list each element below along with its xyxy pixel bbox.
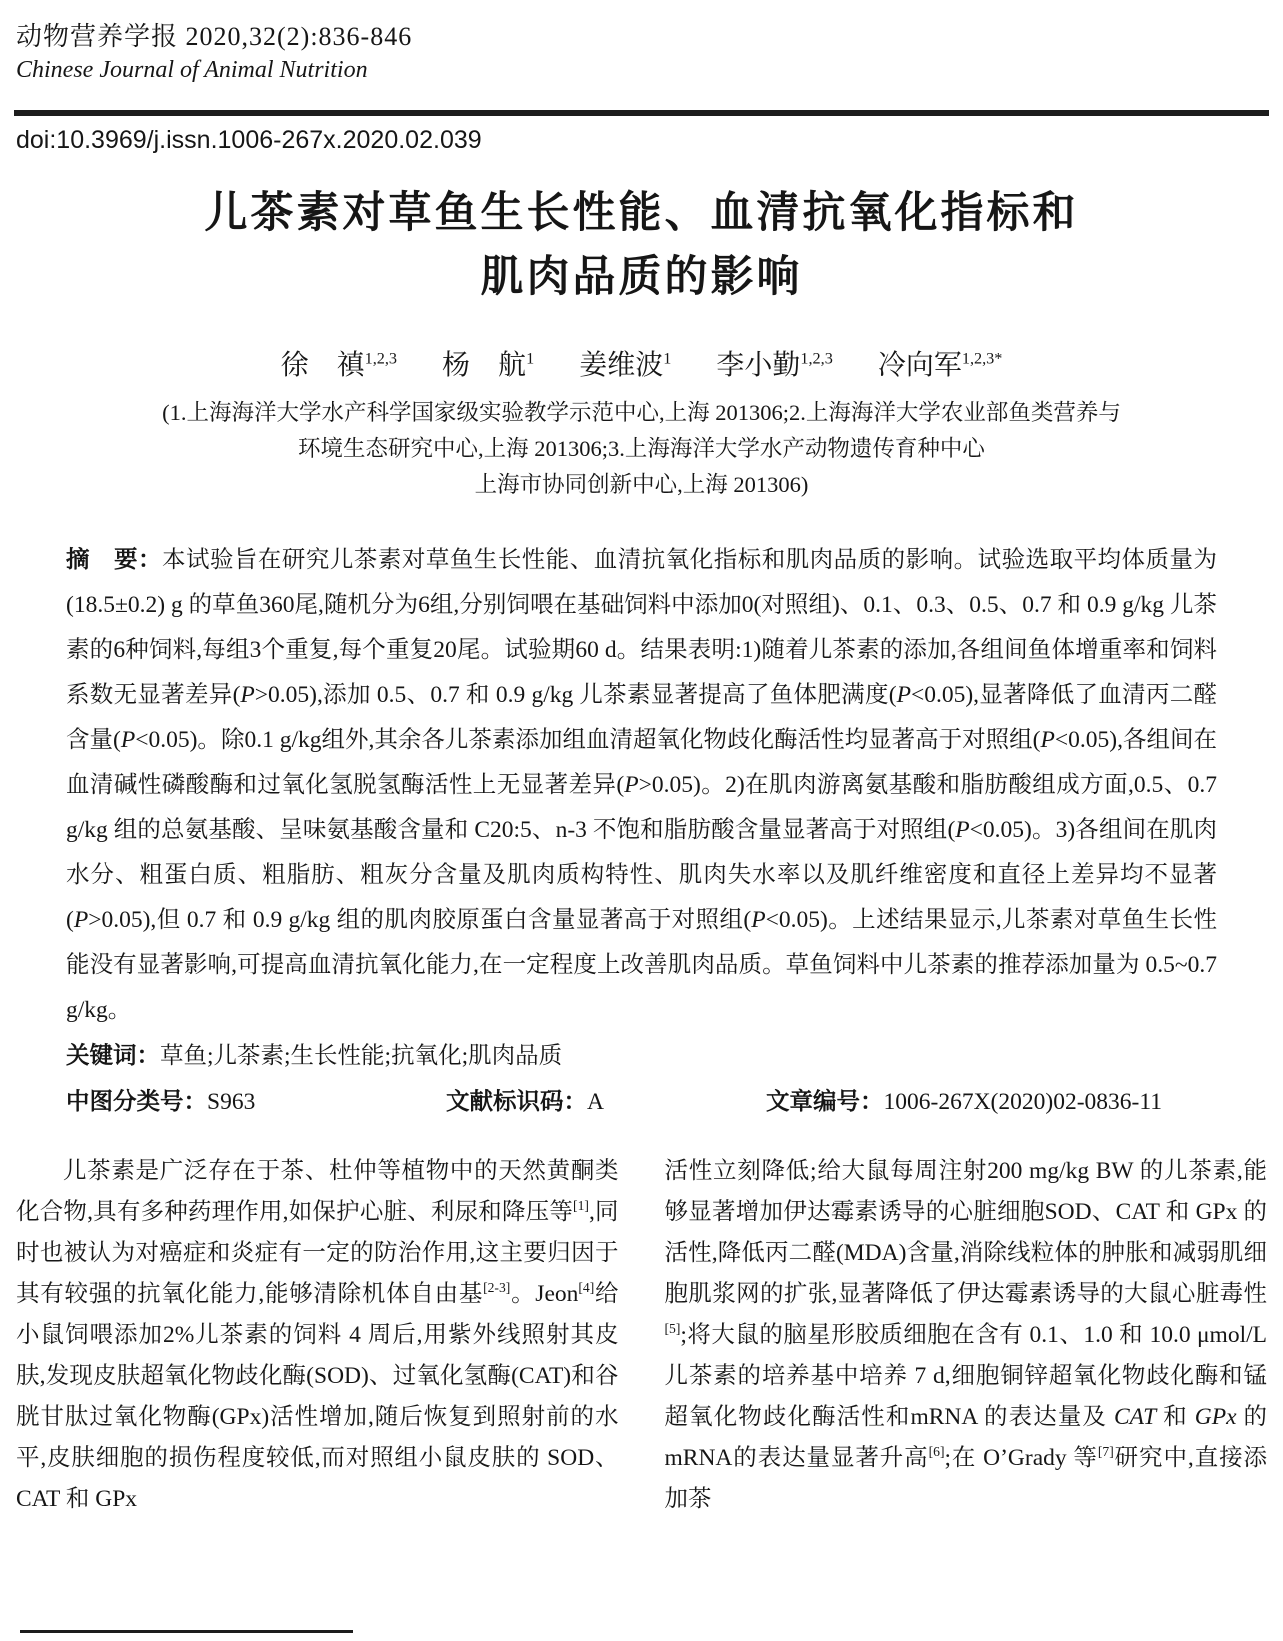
intro-paragraph-left: 儿茶素是广泛存在于茶、杜仲等植物中的天然黄酮类化合物,具有多种药理作用,如保护心脏、利尿和降压等[1],同时也被认为对癌症和炎症有一定的防治作用,这主要归因于其有较强的抗氧化能力,能够清除机体自由基[2-3]。Jeon[4]给小鼠饲喂添加2%儿茶素的饲料 4 周后,用紫外线照射其皮肤,发现皮肤超氧化物歧化酶(SOD)、过氧化氢酶(CAT)和谷胱甘肽过氧化物酶(GPx)活性增加,随后恢复到照射前的水平,皮肤细胞的损伤程度较低,而对照组小鼠皮肤的 SOD、CAT 和 GPx <box>16 1158 619 1512</box>
abstract-label: 摘 要： <box>66 546 162 572</box>
clc-label: 中图分类号： <box>66 1088 207 1114</box>
journal-name-english: Chinese Journal of Animal Nutrition <box>16 57 368 83</box>
author-name: 冷向军 <box>877 350 962 381</box>
body-columns <box>16 1151 1267 1520</box>
article-id <box>766 1079 1162 1125</box>
document-code-value: A <box>587 1089 604 1115</box>
author-affiliation-superscript: 1 <box>526 349 535 368</box>
affiliation-line: 环境生态研究中心,上海 201306;3.上海海洋大学水产动物遗传育种中心 <box>298 436 985 461</box>
keywords-label: 关键词： <box>66 1042 160 1068</box>
author-affiliation-superscript: 1 <box>663 349 672 368</box>
author <box>579 343 671 383</box>
right-column <box>665 1151 1268 1520</box>
affiliation-line: (1.上海海洋大学水产科学国家级实验教学示范中心,上海 201306;2.上海海洋大学农业部鱼类营养与 <box>162 400 1121 425</box>
clc-value: S963 <box>207 1089 256 1115</box>
document-code <box>446 1079 766 1125</box>
author-name: 李小勤 <box>716 350 801 381</box>
intro-paragraph-right: 活性立刻降低;给大鼠每周注射200 mg/kg BW 的儿茶素,能够显著增加伊达霉素诱导的心脏细胞SOD、CAT 和 GPx 的活性,降低丙二醛(MDA)含量,消除线粒体的肿胀和减弱肌细胞肌浆网的扩张,显著降低了伊达霉素诱导的大鼠心脏毒性[5];将大鼠的脑星形胶质细胞在含有 0.1、1.0 和 10.0 μmol/L儿茶素的培养基中培养 7 d,细胞铜锌超氧化物歧化酶和锰超氧化物歧化酶活性和mRNA 的表达量及 CAT 和 GPx 的mRNA的表达量显著升高[6];在 O’Grady 等[7]研究中,直接添加茶 <box>664 1158 1268 1512</box>
authors-line <box>0 343 1283 383</box>
author <box>281 343 397 383</box>
left-column <box>16 1151 619 1520</box>
abstract-text: 本试验旨在研究儿茶素对草鱼生长性能、血清抗氧化指标和肌肉品质的影响。试验选取平均体质量为(18.5±0.2) g 的草鱼360尾,随机分为6组,分别饲喂在基础饲料中添加0(对照组)、0.1、0.3、0.5、0.7 和 0.9 g/kg 儿茶素的6种饲料,每组3个重复,每个重复20尾。试验期60 d。结果表明:1)随着儿茶素的添加,各组间鱼体增重率和饲料系数无显著差异(P>0.05),添加 0.5、0.7 和 0.9 g/kg 儿茶素显著提高了鱼体肥满度(P<0.05),显著降低了血清丙二醛含量(P<0.05)。除0.1 g/kg组外,其余各儿茶素添加组血清超氧化物歧化酶活性均显著高于对照组(P<0.05),各组间在血清碱性磷酸酶和过氧化氢脱氢酶活性上无显著差异(P>0.05)。2)在肌肉游离氨基酸和脂肪酸组成方面,0.5、0.7 g/kg 组的总氨基酸、呈味氨基酸含量和 C20:5、n-3 不饱和脂肪酸含量显著高于对照组(P<0.05)。3)各组间在肌肉水分、粗蛋白质、粗脂肪、粗灰分含量及肌肉质构特性、肌肉失水率以及肌纤维密度和直径上差异均不显著(P>0.05),但 0.7 和 0.9 g/kg 组的肌肉胶原蛋白含量显著高于对照组(P<0.05)。上述结果显示,儿茶素对草鱼生长性能没有显著影响,可提高血清抗氧化能力,在一定程度上改善肌肉品质。草鱼饲料中儿茶素的推荐添加量为 0.5~0.7 g/kg。 <box>66 547 1218 1023</box>
author <box>442 343 534 383</box>
title-line-2: 肌肉品质的影响 <box>480 253 803 301</box>
author-name: 杨 航 <box>442 350 527 381</box>
author-affiliation-superscript: 1,2,3* <box>961 349 1003 368</box>
abstract <box>66 537 1217 1033</box>
article-id-value: 1006-267X(2020)02-0836-11 <box>883 1089 1162 1115</box>
author <box>716 343 832 383</box>
classification-line <box>66 1079 1217 1125</box>
header-divider-rule <box>14 110 1269 116</box>
author-name: 姜维波 <box>579 350 664 381</box>
article-id-label: 文章编号： <box>766 1088 884 1114</box>
clc-number <box>66 1079 446 1125</box>
footnote-separator-rule <box>20 1630 353 1633</box>
author-affiliation-superscript: 1,2,3 <box>800 349 833 368</box>
keywords <box>66 1033 1217 1079</box>
affiliations-block <box>0 395 1283 503</box>
keywords-text: 草鱼;儿茶素;生长性能;抗氧化;肌肉品质 <box>160 1043 563 1069</box>
author-name: 徐 禛 <box>280 350 365 381</box>
title-line-1: 儿茶素对草鱼生长性能、血清抗氧化指标和 <box>204 189 1079 237</box>
author-affiliation-superscript: 1,2,3 <box>364 349 398 368</box>
affiliation-line: 上海市协同创新中心,上海 201306) <box>474 472 809 497</box>
page-title <box>0 181 1283 309</box>
journal-name-chinese: 动物营养学报 2020,32(2):836-846 <box>16 22 413 51</box>
doi: doi:10.3969/j.issn.1006-267x.2020.02.039 <box>16 126 482 154</box>
document-code-label: 文献标识码： <box>446 1088 587 1114</box>
author <box>878 343 1003 383</box>
